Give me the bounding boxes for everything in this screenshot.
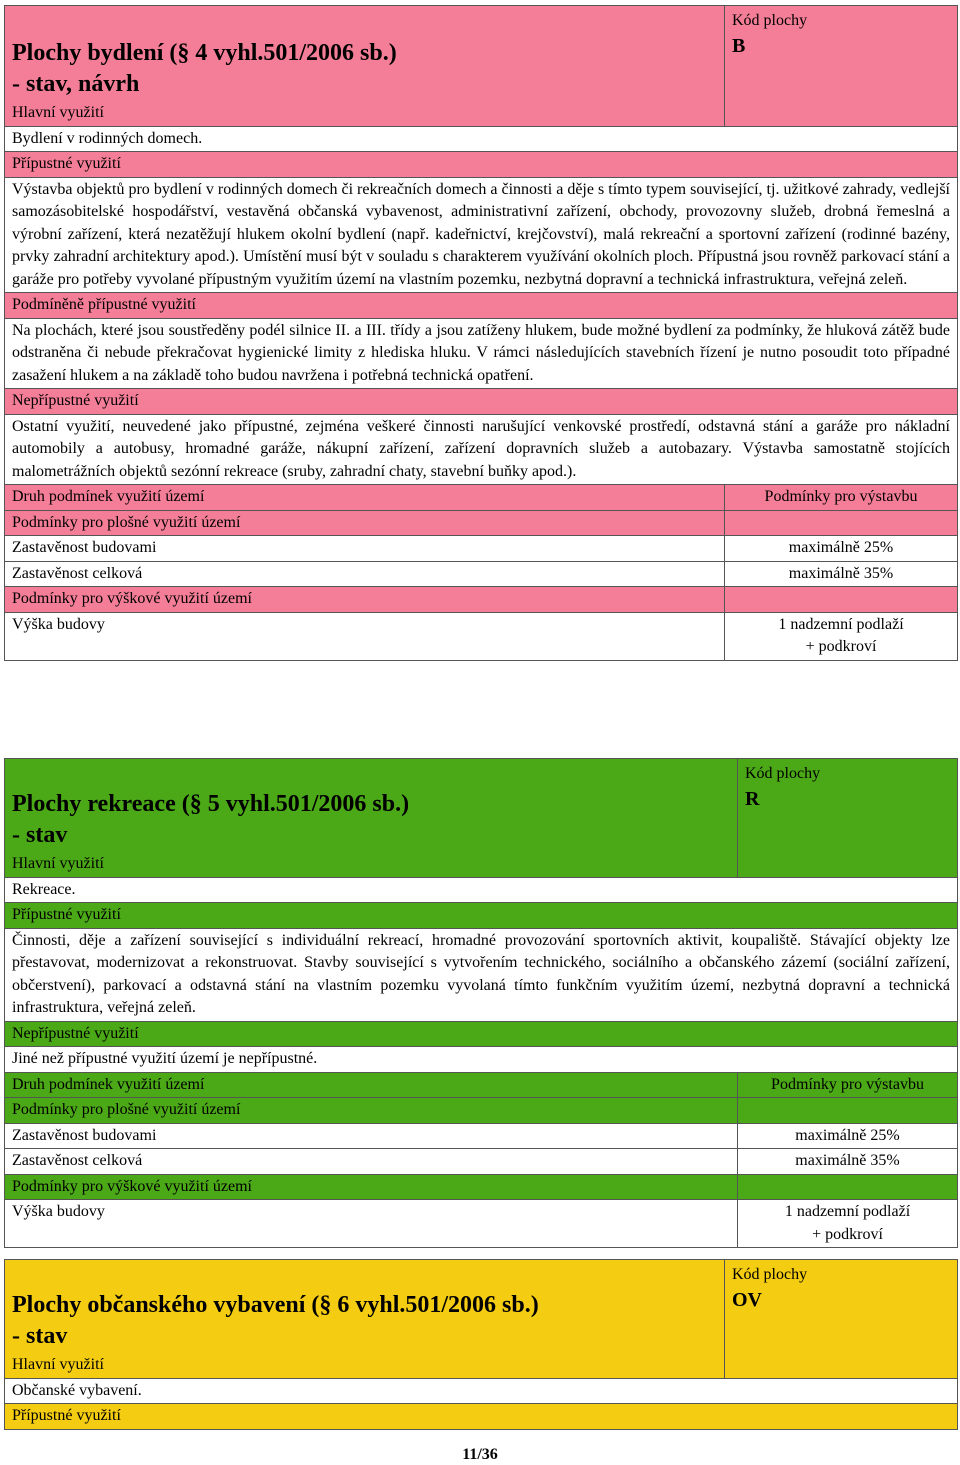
height-cond-label: Podmínky pro výškové využití území <box>5 587 725 613</box>
code-label: Kód plochy <box>745 765 821 782</box>
section-title: Plochy rekreace (§ 5 vyhl.501/2006 sb.) <box>12 791 410 817</box>
page-number: 11/36 <box>462 1446 498 1463</box>
permitted-text: Výstavba objektů pro bydlení v rodinných domech či rekreačních domech a činnosti a děje s tímto typem související, tj. užitkové zahrady, vedlejší samozásobitelské hospodářství, vestavěná občanská vybavenost, administrativní zařízení, obchody, provozovny služeb, drobná řemeslná a výrobní zařízení, která nezatěžují hlukem okolní bydlení (např. kadeřnictví, krejčovství), malá rekreační a sportovní zařízení (rodinné bazény, prvky zahradní architektury apod.). Umístění musí být v souladu s charakterem využívání okolních ploch. Přípustná jsou rovněž parkovací stání a garáže pro potřeby vyvolané přípustným využitím území na vlastním pozemku, nezbytná dopravní a technická infrastruktura, veřejná zeleň. <box>5 177 958 293</box>
built-buildings-value: maximálně 25% <box>725 536 958 562</box>
code-value: B <box>732 34 746 57</box>
height-value <box>725 612 958 660</box>
built-total-label: Zastavěnost celková <box>5 1149 738 1175</box>
section-title: Plochy občanského vybavení (§ 6 vyhl.501/2006 sb.) <box>12 1292 539 1318</box>
height-label: Výška budovy <box>5 1200 738 1248</box>
code-value: OV <box>732 1288 762 1311</box>
code-cell <box>725 1260 958 1379</box>
height-value-line2: + podkroví <box>812 1225 883 1243</box>
permitted-label: Přípustné využití <box>5 903 958 929</box>
height-cond-label: Podmínky pro výškové využití území <box>5 1174 738 1200</box>
built-total-value: maximálně 35% <box>725 561 958 587</box>
code-cell <box>725 6 958 127</box>
conditional-text: Na plochách, které jsou soustředěny podél silnice II. a III. třídy a jsou zatíženy hlukem, bude možné bydlení za podmínky, že hluková zátěž bude odstraněna či nebude překračovat hygienické limity z hlediska hluku. V rámci následujících stavebních řízení je nutno posoudit toto případné zasažení hlukem a na základě toho budou navržena i potřebná technická opatření. <box>5 318 958 389</box>
area-label: Podmínky pro plošné využití území <box>5 510 725 536</box>
built-total-label: Zastavěnost celková <box>5 561 725 587</box>
permitted-label: Přípustné využití <box>5 152 958 178</box>
code-value: R <box>745 787 760 810</box>
section-subtitle: - stav, návrh <box>12 71 140 97</box>
code-cell <box>738 759 958 878</box>
height-value-line2: + podkroví <box>805 638 877 655</box>
cond-build-label: Podmínky pro výstavbu <box>725 485 958 511</box>
forbidden-label: Nepřípustné využití <box>5 389 958 415</box>
permitted-text: Činnosti, děje a zařízení související s individuální rekreací, hromadné provozování sportovních aktivit, koupaliště. Stávající objekty lze přestavovat, modernizovat a rekonstruovat. Stavby související s vytvořením technického, sociálního a občanského zázemí (sociální zařízení, občerstvení), parkovací a odstavná stání na vlastním pozemku vyvolaná tímto funkčním využitím území, nezbytná dopravní a technická infrastruktura, veřejná zeleň. <box>5 928 958 1021</box>
conditional-label: Podmíněně přípustné využití <box>5 293 958 319</box>
forbidden-text: Ostatní využití, neuvedené jako přípustné, zejména veškeré činnosti narušující venkovské prostředí, odstavná stání a garáže pro nákladní automobily a autobusy, hromadné garáže, nákupní zařízení, zařízení dopravních služeb a autobazary. Výstavba samostatně stojících malometrážních objektů sezónní rekreace (sruby, zahradní chaty, stavební buňky apod.). <box>5 414 958 485</box>
title-cell <box>5 1260 725 1354</box>
height-value-line1: 1 nadzemní podlaží <box>784 1203 911 1220</box>
code-label: Kód plochy <box>732 12 808 29</box>
main-use-text: Rekreace. <box>5 877 958 903</box>
built-buildings-value: maximálně 25% <box>738 1123 958 1149</box>
height-label: Výška budovy <box>5 612 725 660</box>
cond-type-label: Druh podmínek využití území <box>5 1072 738 1098</box>
built-buildings-label: Zastavěnost budovami <box>5 536 725 562</box>
forbidden-label: Nepřípustné využití <box>5 1021 958 1047</box>
title-cell <box>5 759 738 853</box>
section-subtitle: - stav <box>12 822 68 848</box>
section-subtitle: - stav <box>12 1323 68 1349</box>
table-obcanske <box>4 1259 958 1430</box>
permitted-label: Přípustné využití <box>5 1404 958 1430</box>
built-buildings-label: Zastavěnost budovami <box>5 1123 738 1149</box>
main-use-label: Hlavní využití <box>5 852 738 877</box>
table-bydleni <box>4 5 958 661</box>
area-label: Podmínky pro plošné využití území <box>5 1098 738 1124</box>
built-total-value: maximálně 35% <box>738 1149 958 1175</box>
main-use-text: Občanské vybavení. <box>5 1378 958 1404</box>
table-rekreace <box>4 758 958 1248</box>
height-value-line1: 1 nadzemní podlaží <box>778 615 904 633</box>
section-title: Plochy bydlení (§ 4 vyhl.501/2006 sb.) <box>12 40 397 66</box>
title-cell <box>5 6 725 102</box>
height-value <box>738 1200 958 1248</box>
main-use-label: Hlavní využití <box>5 1353 725 1378</box>
cond-type-label: Druh podmínek využití území <box>5 485 725 511</box>
main-use-label: Hlavní využití <box>5 101 725 126</box>
cond-build-label: Podmínky pro výstavbu <box>738 1072 958 1098</box>
main-use-text: Bydlení v rodinných domech. <box>5 126 958 152</box>
code-label: Kód plochy <box>732 1266 808 1283</box>
forbidden-text: Jiné než přípustné využití území je nepřípustné. <box>5 1047 958 1073</box>
